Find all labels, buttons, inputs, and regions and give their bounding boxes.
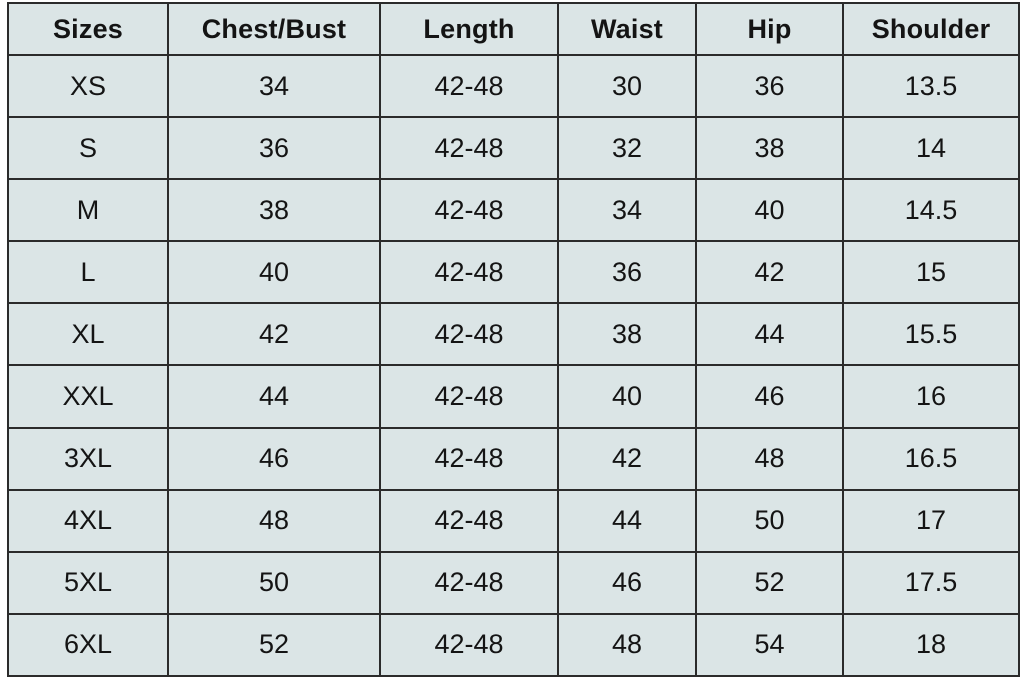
header-row: [8, 3, 1019, 55]
measurement-cell: 52: [168, 614, 380, 676]
table-body: [8, 55, 1019, 676]
measurement-cell: 14: [843, 117, 1019, 179]
table-row: [8, 303, 1019, 365]
measurement-cell: 40: [558, 365, 696, 427]
table-row: [8, 365, 1019, 427]
measurement-cell: 42-48: [380, 179, 558, 241]
measurement-cell: 44: [696, 303, 843, 365]
measurement-cell: 42: [696, 241, 843, 303]
measurement-cell: 42: [168, 303, 380, 365]
column-header: Shoulder: [843, 3, 1019, 55]
measurement-cell: 16: [843, 365, 1019, 427]
measurement-cell: 42-48: [380, 303, 558, 365]
size-chart-table: [7, 2, 1020, 677]
size-label-cell: L: [8, 241, 168, 303]
measurement-cell: 14.5: [843, 179, 1019, 241]
measurement-cell: 50: [168, 552, 380, 614]
measurement-cell: 13.5: [843, 55, 1019, 117]
table-row: [8, 241, 1019, 303]
measurement-cell: 32: [558, 117, 696, 179]
size-label-cell: M: [8, 179, 168, 241]
measurement-cell: 46: [558, 552, 696, 614]
size-label-cell: S: [8, 117, 168, 179]
measurement-cell: 17: [843, 490, 1019, 552]
column-header: Length: [380, 3, 558, 55]
measurement-cell: 38: [696, 117, 843, 179]
table-row: [8, 614, 1019, 676]
column-header: Hip: [696, 3, 843, 55]
size-label-cell: XXL: [8, 365, 168, 427]
table-row: [8, 552, 1019, 614]
measurement-cell: 44: [558, 490, 696, 552]
size-label-cell: 5XL: [8, 552, 168, 614]
size-label-cell: 4XL: [8, 490, 168, 552]
measurement-cell: 52: [696, 552, 843, 614]
measurement-cell: 30: [558, 55, 696, 117]
measurement-cell: 50: [696, 490, 843, 552]
measurement-cell: 42-48: [380, 55, 558, 117]
measurement-cell: 48: [558, 614, 696, 676]
measurement-cell: 17.5: [843, 552, 1019, 614]
measurement-cell: 34: [168, 55, 380, 117]
measurement-cell: 34: [558, 179, 696, 241]
measurement-cell: 40: [696, 179, 843, 241]
measurement-cell: 38: [168, 179, 380, 241]
size-label-cell: 6XL: [8, 614, 168, 676]
measurement-cell: 18: [843, 614, 1019, 676]
measurement-cell: 44: [168, 365, 380, 427]
size-chart-container: [7, 2, 1020, 677]
measurement-cell: 42-48: [380, 241, 558, 303]
size-label-cell: XS: [8, 55, 168, 117]
measurement-cell: 54: [696, 614, 843, 676]
column-header: Waist: [558, 3, 696, 55]
measurement-cell: 46: [168, 428, 380, 490]
measurement-cell: 48: [168, 490, 380, 552]
size-label-cell: XL: [8, 303, 168, 365]
column-header: Sizes: [8, 3, 168, 55]
table-row: [8, 428, 1019, 490]
measurement-cell: 46: [696, 365, 843, 427]
measurement-cell: 48: [696, 428, 843, 490]
measurement-cell: 36: [168, 117, 380, 179]
measurement-cell: 42-48: [380, 365, 558, 427]
measurement-cell: 38: [558, 303, 696, 365]
measurement-cell: 36: [696, 55, 843, 117]
column-header: Chest/Bust: [168, 3, 380, 55]
table-row: [8, 55, 1019, 117]
table-row: [8, 490, 1019, 552]
measurement-cell: 42-48: [380, 490, 558, 552]
table-row: [8, 117, 1019, 179]
measurement-cell: 42-48: [380, 552, 558, 614]
size-label-cell: 3XL: [8, 428, 168, 490]
measurement-cell: 42-48: [380, 614, 558, 676]
measurement-cell: 15: [843, 241, 1019, 303]
measurement-cell: 42: [558, 428, 696, 490]
measurement-cell: 42-48: [380, 117, 558, 179]
measurement-cell: 16.5: [843, 428, 1019, 490]
table-row: [8, 179, 1019, 241]
measurement-cell: 42-48: [380, 428, 558, 490]
measurement-cell: 36: [558, 241, 696, 303]
measurement-cell: 40: [168, 241, 380, 303]
measurement-cell: 15.5: [843, 303, 1019, 365]
